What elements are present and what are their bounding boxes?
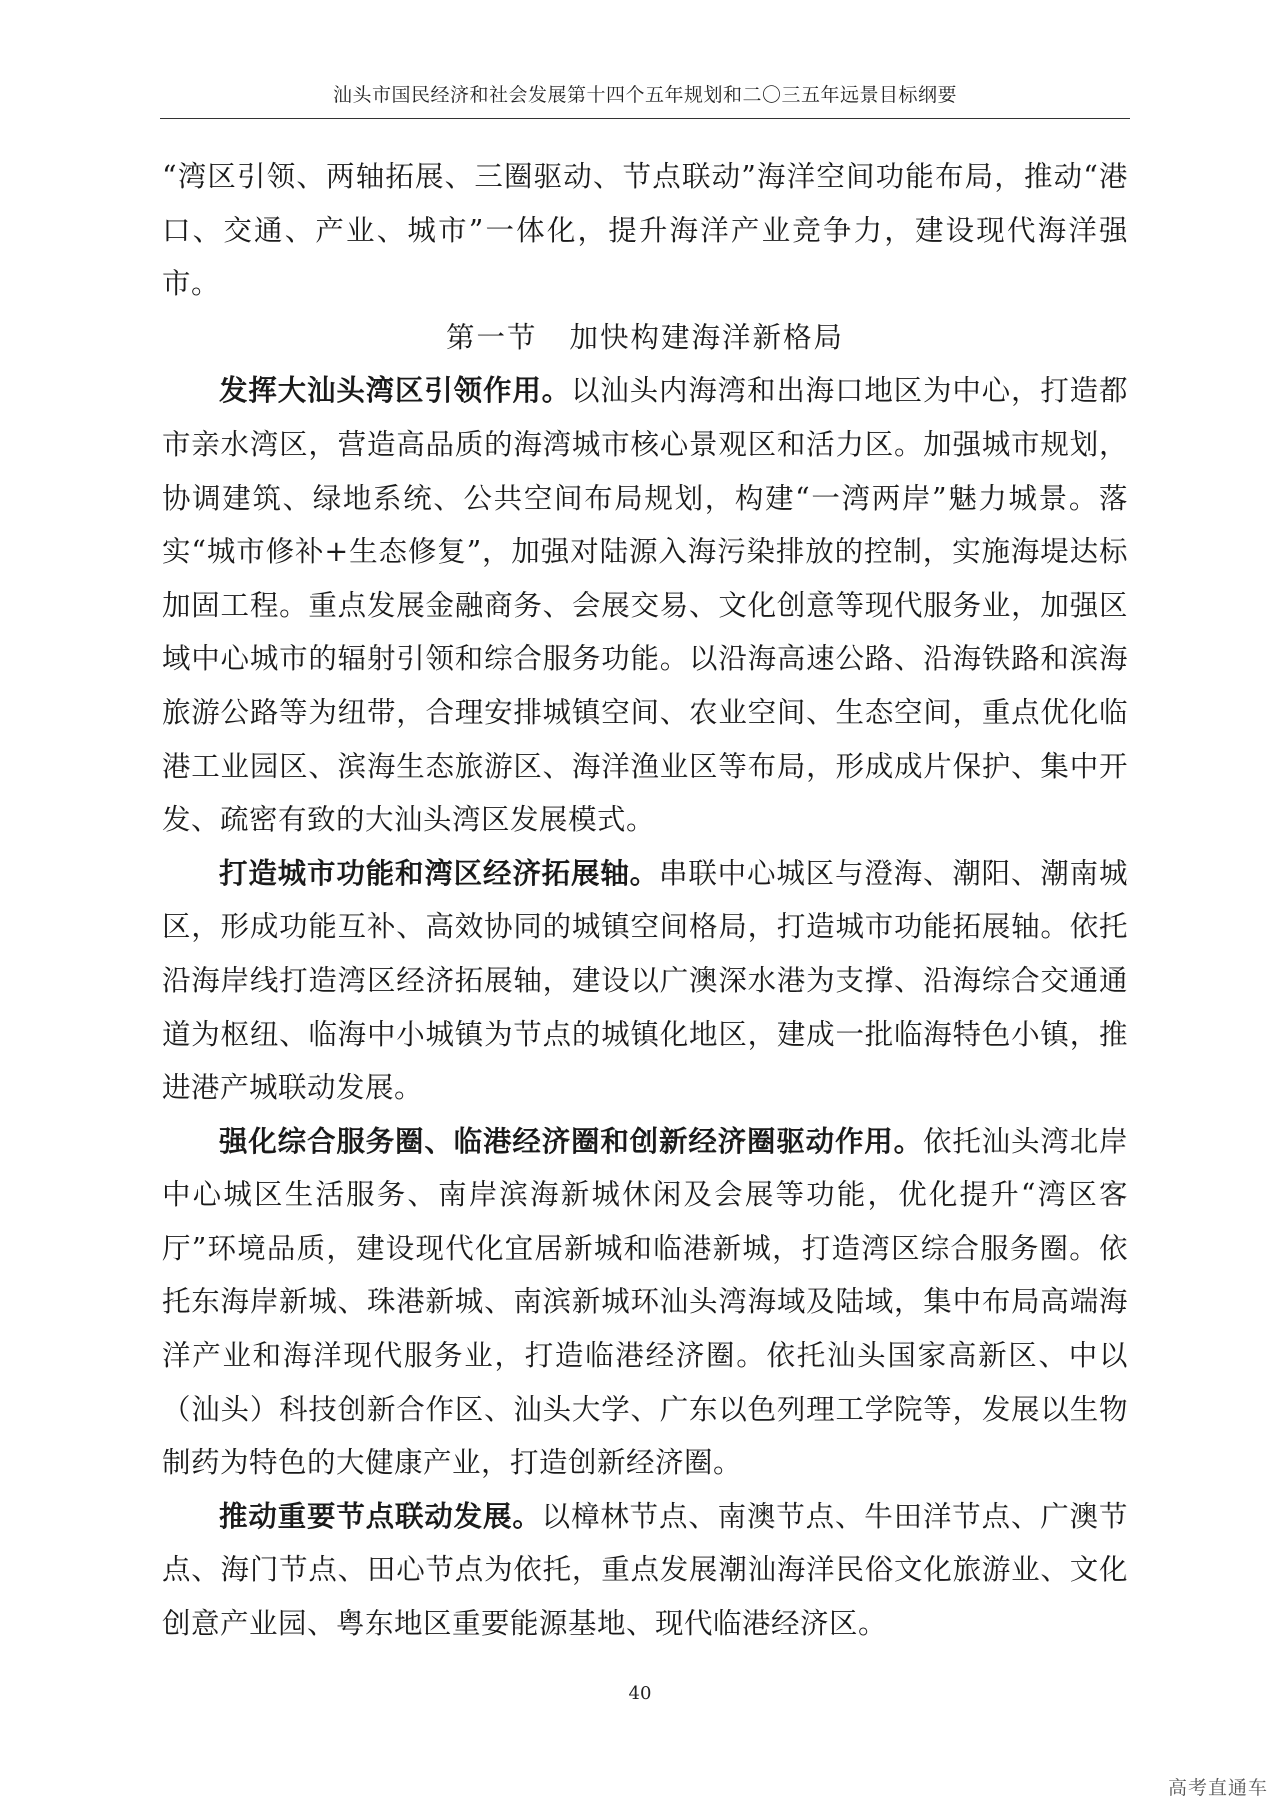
document-body bbox=[162, 150, 1128, 1651]
paragraph-three-circles bbox=[162, 1115, 1128, 1490]
paragraph-lead: 发挥大汕头湾区引领作用。 bbox=[219, 373, 571, 408]
watermark-text: 高考直通车 bbox=[1167, 1777, 1268, 1799]
paragraph-text: 依托汕头湾北岸中心城区生活服务、南岸滨海新城休闲及会展等功能，优化提升“湾区客厅”环境品质，建设现代化宜居新城和临港新城，打造湾区综合服务圈。依托东海岸新城、珠港新城、南滨新城环汕头湾海域及陆域，集中布局高端海洋产业和海洋现代服务业，打造临港经济圈。依托汕头国家高新区、中以（汕头）科技创新合作区、汕头大学、广东以色列理工学院等，发展以生物制药为特色的大健康产业，打造创新经济圈。 bbox=[162, 1124, 1128, 1480]
intro-paragraph: “湾区引领、两轴拓展、三圈驱动、节点联动”海洋空间功能布局，推动“港口、交通、产业、城市”一体化，提升海洋产业竞争力，建设现代海洋强市。 bbox=[162, 160, 1128, 301]
paragraph-lead: 强化综合服务圈、临港经济圈和创新经济圈驱动作用。 bbox=[219, 1123, 923, 1158]
paragraph-text: 以汕头内海湾和出海口地区为中心，打造都市亲水湾区，营造高品质的海湾城市核心景观区和活力区。加强城市规划，协调建筑、绿地系统、公共空间布局规划，构建“一湾两岸”魅力城景。落实“城市修补+生态修复”，加强对陆源入海污染排放的控制，实施海堤达标加固工程。重点发展金融商务、会展交易、文化创意等现代服务业，加强区域中心城市的辐射引领和综合服务功能。以沿海高速公路、沿海铁路和滨海旅游公路等为纽带，合理安排城镇空间、农业空间、生态空间，重点优化临港工业园区、滨海生态旅游区、海洋渔业区等布局，形成成片保护、集中开发、疏密有致的大汕头湾区发展模式。 bbox=[162, 374, 1128, 837]
paragraph-key-nodes bbox=[162, 1490, 1128, 1651]
section-number: 第一节 bbox=[445, 320, 538, 354]
paragraph-lead: 打造城市功能和湾区经济拓展轴。 bbox=[219, 855, 659, 890]
page-number: 40 bbox=[628, 1683, 652, 1704]
paragraph-lead: 推动重要节点联动发展。 bbox=[219, 1498, 542, 1533]
section-title: 加快构建海洋新格局 bbox=[569, 320, 845, 354]
section-heading bbox=[162, 311, 1128, 365]
paragraph-text: 以樟林节点、南澳节点、牛田洋节点、广澳节点、海门节点、田心节点为依托，重点发展潮汕海洋民俗文化旅游业、文化创意产业园、粤东地区重要能源基地、现代临港经济区。 bbox=[162, 1499, 1128, 1641]
header-rule bbox=[160, 118, 1130, 119]
running-header: 汕头市国民经济和社会发展第十四个五年规划和二〇三五年远景目标纲要 bbox=[332, 84, 957, 106]
paragraph-expansion-axis bbox=[162, 847, 1128, 1115]
paragraph-bay-area bbox=[162, 364, 1128, 846]
paragraph-text: 串联中心城区与澄海、潮阳、潮南城区，形成功能互补、高效协同的城镇空间格局，打造城市功能拓展轴。依托沿海岸线打造湾区经济拓展轴，建设以广澳深水港为支撑、沿海综合交通通道为枢纽、临海中小城镇为节点的城镇化地区，建成一批临海特色小镇，推进港产城联动发展。 bbox=[162, 856, 1128, 1105]
